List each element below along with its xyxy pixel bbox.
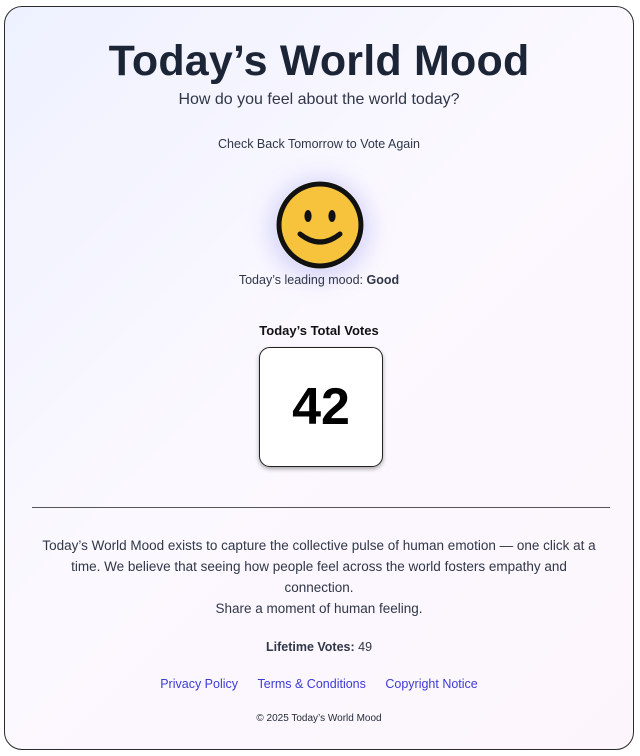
lifetime-votes-label: Lifetime Votes: <box>265 640 355 654</box>
lifetime-votes <box>5 640 633 654</box>
smiley-face-icon <box>276 181 364 269</box>
vote-status-message: Check Back Tomorrow to Vote Again <box>218 137 420 151</box>
total-votes-box <box>259 347 383 467</box>
page-subtitle: How do you feel about the world today? <box>178 91 460 108</box>
leading-mood-label: Today’s leading mood: <box>238 273 364 287</box>
terms-conditions-link[interactable]: Terms & Conditions <box>257 677 366 691</box>
leading-mood-value: Good <box>366 273 400 287</box>
about-tagline: Share a moment of human feeling. <box>215 601 423 616</box>
main-card <box>4 6 634 750</box>
page-title: Today’s World Mood <box>108 37 530 85</box>
total-votes-count: 42 <box>292 378 350 436</box>
about-text: Today’s World Mood exists to capture the collective pulse of human emotion — one click at a time. We believe that seeing how people feel across the world fosters empathy and connection. <box>42 538 596 595</box>
total-votes-label: Today’s Total Votes <box>259 323 379 338</box>
privacy-policy-link[interactable]: Privacy Policy <box>160 677 239 691</box>
copyright-text: © 2025 Today’s World Mood <box>256 713 382 724</box>
copyright-notice-link[interactable]: Copyright Notice <box>385 677 478 691</box>
footer-links <box>5 677 633 691</box>
leading-mood <box>5 273 633 287</box>
divider <box>32 507 610 508</box>
lifetime-votes-value: 49 <box>358 640 373 654</box>
about-section <box>35 535 603 619</box>
